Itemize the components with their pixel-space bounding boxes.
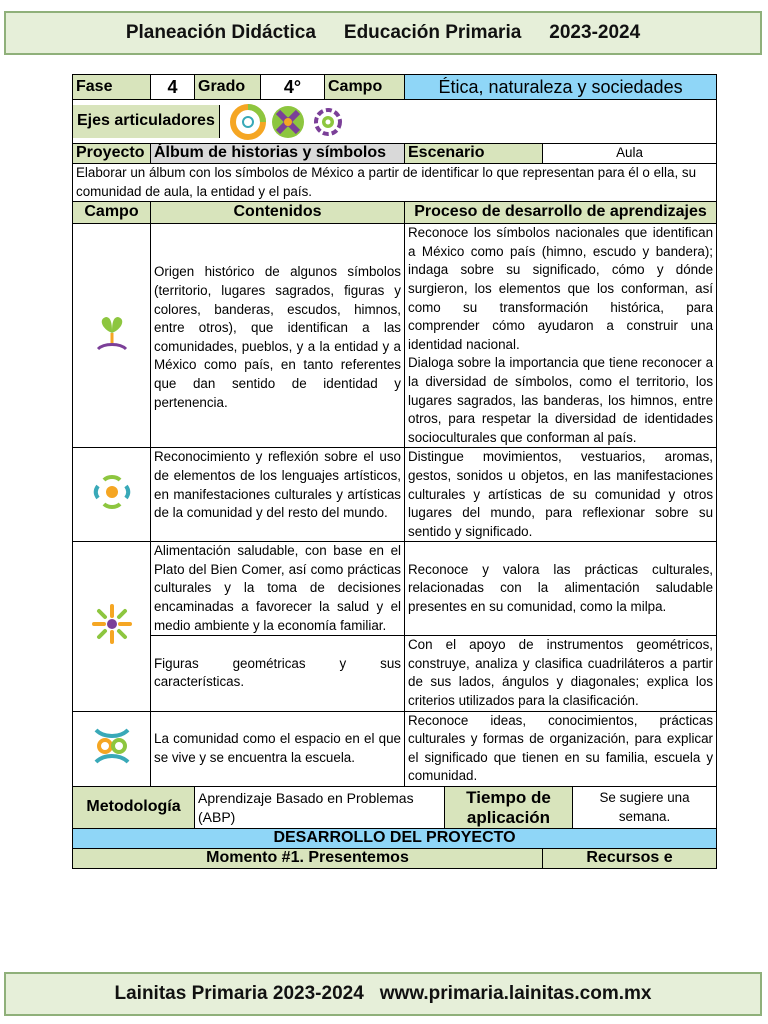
inclusion-icon: [230, 104, 266, 140]
campo-value: Ética, naturaleza y sociedades: [405, 75, 717, 100]
escenario-value: Aula: [543, 144, 717, 164]
table-row: [73, 636, 717, 711]
campo-icon-cell: [73, 224, 151, 448]
col-contenidos: Contenidos: [151, 202, 405, 224]
proceso-paragraph: Dialoga sobre la importancia que tiene reconocer a la diversidad de símbolos, como el territorio, los lugares sagrados, las banderas, los himnos, entre otros, para respetar la diversidad de identidades socioculturales que conforman al país.: [408, 355, 714, 445]
proyecto-value: Álbum de historias y símbolos: [151, 144, 405, 164]
tiempo-value: Se sugiere una semana.: [573, 787, 717, 829]
escenario-label: Escenario: [405, 144, 543, 164]
table-row: [73, 448, 717, 542]
contenido: Reconocimiento y reflexión sobre el uso de elementos de los lenguajes artísticos, en manifestaciones culturales y artísticas de la comunidad y del resto del mundo.: [151, 448, 405, 542]
table-row: [73, 711, 717, 786]
de-lo-humano-comunitario-icon: [90, 724, 134, 768]
proceso: Distingue movimientos, vestuarios, aromas, gestos, sonidos u objetos, en las manifestaciones culturales y artísticas de su comunidad y otros lugares del mundo, para reflexionar sobre su sentido y significado.: [405, 448, 717, 542]
ejes-icons: [230, 104, 346, 140]
contenido: La comunidad como el espacio en el que se vive y se encuentra la escuela.: [151, 711, 405, 786]
lenguajes-icon: [90, 470, 134, 514]
etica-naturaleza-sociedades-icon: [90, 311, 134, 355]
vida-saludable-icon: [310, 104, 346, 140]
doc-level: Educación Primaria: [343, 22, 522, 43]
doc-year: 2023-2024: [549, 22, 641, 43]
metodologia-value: Aprendizaje Basado en Problemas (ABP): [195, 787, 445, 829]
saberes-pensamiento-cientifico-icon: [90, 602, 134, 646]
planning-sheet: [72, 74, 716, 869]
ejes-label: Ejes articuladores: [73, 105, 220, 138]
col-proceso: Proceso de desarrollo de aprendizajes: [405, 202, 717, 224]
interculturalidad-icon: [270, 104, 306, 140]
desarrollo-title: DESARROLLO DEL PROYECTO: [73, 829, 717, 849]
grado-value: 4°: [261, 75, 325, 100]
planning-table: [72, 74, 717, 869]
top-banner: [4, 11, 762, 55]
footer-brand: Lainitas Primaria 2023-2024: [114, 983, 364, 1004]
momento-title: Momento #1. Presentemos: [73, 849, 543, 869]
recursos-title: Recursos e: [543, 849, 717, 869]
ejes-row: [73, 100, 717, 144]
tiempo-label: Tiempo de aplicación: [445, 787, 573, 829]
campo-icon-cell: [73, 542, 151, 711]
proceso: Reconoce ideas, conocimientos, prácticas culturales y formas de organización, para explicar el significado que tienen en su familia, escuela y comunidad.: [405, 711, 717, 786]
fase-label: Fase: [73, 75, 151, 100]
table-row: [73, 542, 717, 636]
contenido: Alimentación saludable, con base en el Plato del Bien Comer, así como prácticas culturales y la toma de decisiones encaminadas a favorecer la salud y el medio ambiente y la economía familiar.: [151, 542, 405, 636]
doc-title: Planeación Didáctica: [125, 22, 316, 43]
contenido: Origen histórico de algunos símbolos (territorio, lugares sagrados, figuras y colores, banderas, escudos, himnos, entre otros), que identifican a las comunidades, pueblos, y a la entidad y a México como país, en tanto referentes que dan sentido de identidad y pertenencia.: [151, 224, 405, 448]
fase-value: 4: [151, 75, 195, 100]
proceso: Reconoce y valora las prácticas culturales, relacionadas con la alimentación saludable presentes en su comunidad, como la milpa.: [405, 542, 717, 636]
col-campo: Campo: [73, 202, 151, 224]
table-row: [73, 224, 717, 448]
contenido: Figuras geométricas y sus características.: [151, 636, 405, 711]
campo-icon-cell: [73, 448, 151, 542]
proceso: Con el apoyo de instrumentos geométricos, construye, analiza y clasifica cuadriláteros a partir de sus lados, ángulos y diagonales; explica los criterios utilizados para la clasificación.: [405, 636, 717, 711]
proyecto-label: Proyecto: [73, 144, 151, 164]
campo-icon-cell: [73, 711, 151, 786]
grado-label: Grado: [195, 75, 261, 100]
project-description: Elaborar un álbum con los símbolos de México a partir de identificar lo que representan para él o ella, su comunidad de aula, la entidad y el país.: [73, 164, 717, 202]
campo-label: Campo: [325, 75, 405, 100]
proceso-paragraph: Reconoce los símbolos nacionales que identifican a México como país (himno, escudo y bandera); indaga sobre su significado, cómo y dónde surgieron, los elementos que los conforman, así como su transformación histórica, para comprender cómo ayudaron a construir una identidad nacional.: [408, 225, 714, 352]
bottom-banner: [4, 972, 762, 1016]
proceso: [405, 224, 717, 448]
footer-url[interactable]: www.primaria.lainitas.com.mx: [379, 983, 652, 1004]
metodologia-label: Metodología: [73, 787, 195, 829]
